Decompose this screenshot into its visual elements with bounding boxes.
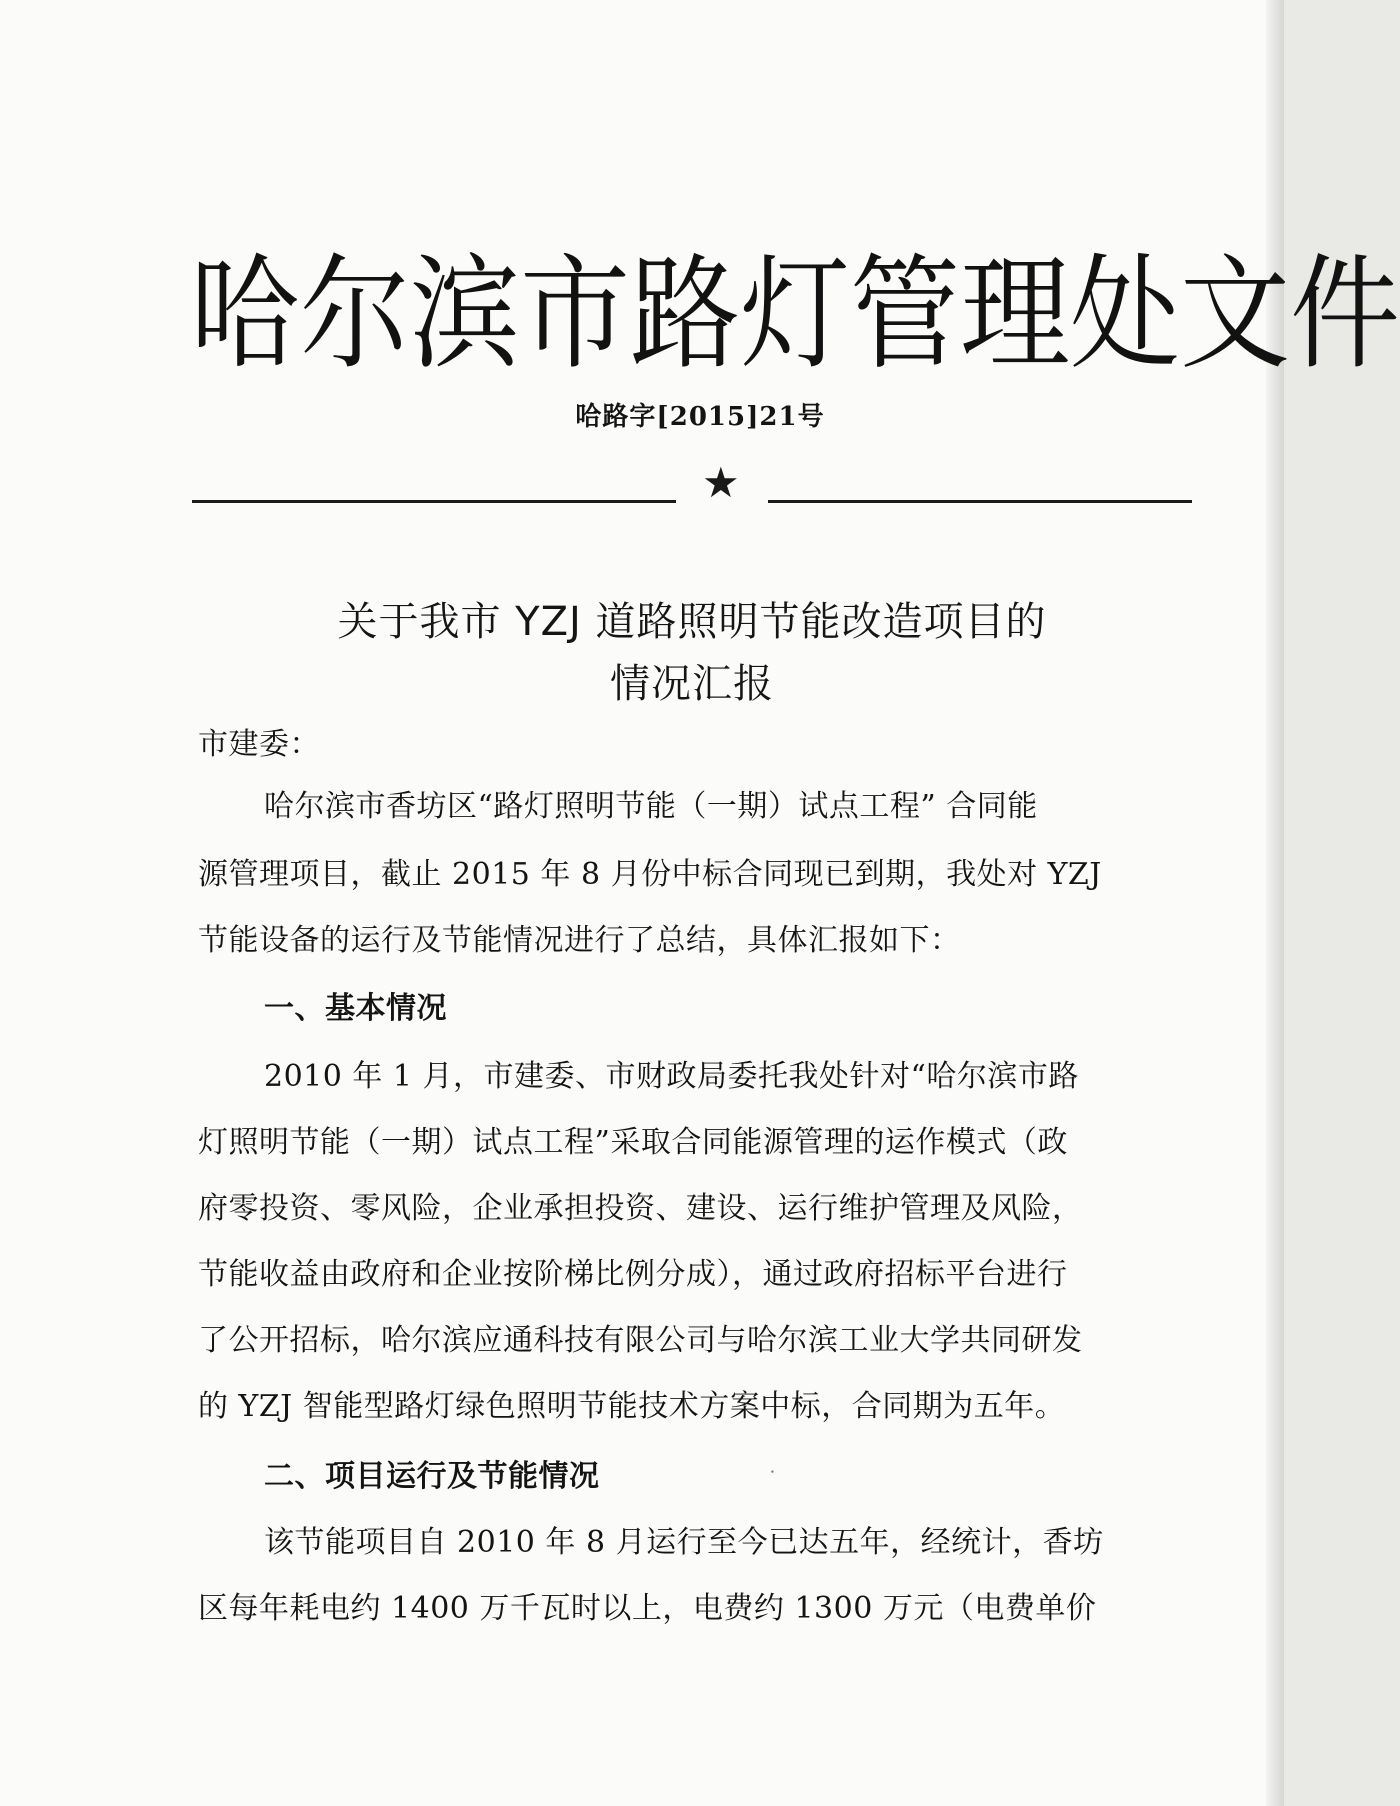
- header-char: 路: [630, 242, 740, 386]
- scan-speck: ⸱: [770, 1462, 775, 1483]
- document-number: [0, 396, 1284, 433]
- header-char: 处: [1070, 242, 1180, 386]
- document-number-text: 哈路字[2015]21号: [575, 402, 825, 432]
- header-char: 滨: [410, 242, 520, 386]
- section-1-line-1: 2010 年 1 月，市建委、市财政局委托我处针对“哈尔滨市路: [264, 1059, 1079, 1094]
- section-1-line-3: 府零投资、零风险，企业承担投资、建设、运行维护管理及风险，: [198, 1191, 1083, 1226]
- header-char: 理: [960, 242, 1070, 386]
- section-2-line-2: 区每年耗电约 1400 万千瓦时以上，电费约 1300 万元（电费单价: [198, 1591, 1097, 1626]
- section-1-line-6: 的 YZJ 智能型路灯绿色照明节能技术方案中标，合同期为五年。: [198, 1389, 1066, 1424]
- header-char: 尔: [300, 242, 410, 386]
- header-rule-right: [768, 500, 1192, 503]
- report-title-line-1: 关于我市 YZJ 道路照明节能改造项目的: [337, 599, 1047, 645]
- section-1-line-5: 了公开招标，哈尔滨应通科技有限公司与哈尔滨工业大学共同研发: [198, 1323, 1083, 1358]
- header-char: 市: [520, 242, 630, 386]
- header-char: 哈: [190, 242, 300, 386]
- header-char: 灯: [740, 242, 850, 386]
- intro-line-1: 哈尔滨市香坊区“路灯照明节能（一期）试点工程” 合同能: [264, 789, 1038, 824]
- section-2-line-1: 该节能项目自 2010 年 8 月运行至今已达五年，经统计，香坊: [264, 1525, 1104, 1560]
- header-rule-left: [192, 500, 676, 503]
- star-icon: ★: [702, 458, 740, 507]
- report-title-line-2: 情况汇报: [610, 661, 774, 707]
- header-char: 管: [850, 242, 960, 386]
- intro-line-3: 节能设备的运行及节能情况进行了总结，具体汇报如下：: [198, 923, 961, 958]
- header-char: 件: [1290, 242, 1400, 386]
- section-1-line-4: 节能收益由政府和企业按阶梯比例分成），通过政府招标平台进行: [198, 1257, 1068, 1292]
- section-1-heading: 一、基本情况: [264, 991, 447, 1026]
- intro-line-2: 源管理项目，截止 2015 年 8 月份中标合同现已到期，我处对 YZJ: [198, 857, 1102, 892]
- header-char: 文: [1180, 242, 1290, 386]
- section-2-heading: 二、项目运行及节能情况: [264, 1459, 600, 1494]
- document-header-title: [190, 230, 1400, 398]
- section-1-line-2: 灯照明节能（一期）试点工程”采取合同能源管理的运作模式（政: [198, 1125, 1068, 1160]
- addressee: 市建委：: [198, 727, 320, 762]
